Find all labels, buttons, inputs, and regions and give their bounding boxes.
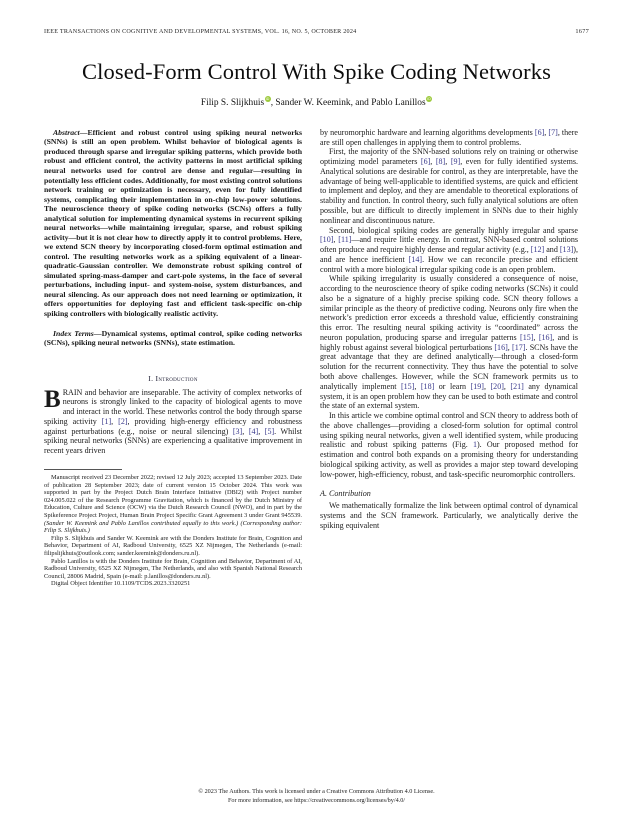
r-p4-d: any dynamical system, it is an open problem how they can be used to both estimate and control the state of an external system. bbox=[320, 381, 578, 411]
citation-link-21[interactable]: [21] bbox=[510, 381, 524, 391]
right-paragraph-6: We mathematically formalize the link between optimal control of dynamical systems and the SCN framework. Particularly, we analytically derive the spiking equivalent bbox=[320, 501, 578, 530]
right-column bbox=[320, 128, 578, 531]
citation-link-14[interactable]: [14] bbox=[408, 254, 423, 264]
page-title: Closed-Form Control With Spike Coding Networks bbox=[82, 59, 551, 84]
intro-p1-text-a: RAIN and behavior are inseparable. The activity of complex networks of neurons is strongly linked to the capacity of biological agents to move and interact in the world. These networks control the body through sparse spiking activity bbox=[44, 387, 302, 426]
r-p5-b: ). Our proposed method for estimation and control both expands on a promising theory for understanding biological spiking activity, as well as provides a major step toward developing low-power, high-efficiency, robust, and task-specific neuromorphic controllers. bbox=[320, 440, 578, 479]
r-p3-c: ), and are hence inefficient bbox=[320, 245, 578, 264]
citation-link-10[interactable]: [10] bbox=[320, 235, 334, 245]
citation-link-7[interactable]: [7] bbox=[548, 127, 558, 137]
citation-link-5[interactable]: [5] bbox=[264, 426, 275, 436]
citation-link-3[interactable]: [3] bbox=[232, 426, 243, 436]
r-p3-a: Second, biological spiking codes are generally highly irregular and sparse bbox=[329, 225, 578, 235]
citation-link-17[interactable]: [17] bbox=[512, 342, 526, 352]
index-terms-label: Index Terms bbox=[53, 328, 94, 338]
orcid-id-icon[interactable] bbox=[265, 96, 271, 102]
left-column bbox=[44, 128, 302, 588]
license-line-1: © 2023 The Authors. This work is licensed under a Creative Commons Attribution 4.0 License. bbox=[198, 788, 435, 796]
r-p4-or: or learn bbox=[434, 381, 471, 391]
index-terms-text: Dynamical systems, optimal control, spike coding networks (SCNs), spiking neural networks (SNNs), state estimation. bbox=[44, 328, 302, 348]
drop-cap-letter: B bbox=[44, 385, 61, 413]
r-p2-b: , even for fully identified systems. Analytical solutions are desirable for control, as they are interpretable, have the advantage of being well-applicable to identified systems, are quick and efficient to implement and deploy, and they are amendable to theoretical explorations of stability and function. In control theory, such fully analytical solutions are often possible, but are difficult to directly implement in SNNs due to their highly nonlinear and discontinuous nature. bbox=[320, 157, 579, 225]
r-p1-a: by neuromorphic hardware and learning algorithms developments bbox=[320, 127, 535, 137]
citation-link-16b[interactable]: [16] bbox=[494, 342, 508, 352]
r-p3-b: —and require little energy. In contrast, SNN-based control solutions often produce and require highly dense and regular activity (e.g., bbox=[320, 235, 578, 255]
citation-link-12[interactable]: [12] bbox=[530, 245, 545, 255]
citation-link-6[interactable]: [6] bbox=[534, 127, 545, 137]
footnote-affiliation-2: Pablo Lanillos is with the Donders Institute for Brain, Cognition and Behavior, Department of AI, Radboud University, 6525 XZ Nijmegen, The Netherlands, and also with Spanish National Research Council, 28006 Madrid, Spain (e-mail: p.lanillos@donders.ru.nl). bbox=[44, 557, 302, 580]
page-folio: 1677 bbox=[575, 28, 589, 35]
right-paragraph-3: Second, biological spiking codes are generally highly irregular and sparse [10], [11]—and require little energy. In contrast, SNN-based control solutions often produce and require highly dense and regular activity (e.g., [12] and [13]), and are hence inefficient [14]. How we can reconcile precise and efficient control with a more biological irregular spiking code is an open problem. bbox=[320, 225, 578, 274]
footnote-affiliation-1: Filip S. Slijkhuis and Sander W. Keemink are with the Donders Institute for Brain, Cognition and Behavior, Department of AI, Radboud University, 6525 XZ Nijmegen, The Netherlands (e-mail: filipslijkhuis@outlook.com; sander.keemink@donders.ru.nl). bbox=[44, 534, 302, 558]
index-terms-block bbox=[44, 329, 302, 348]
r-p2-a: First, the majority of the SNN-based solutions rely on training or otherwise optimizing model parameters bbox=[320, 147, 578, 167]
abstract-block bbox=[44, 128, 302, 319]
footnote-manuscript-text: Manuscript received 23 December 2022; revised 12 July 2023; accepted 13 September 2023. Date of publication 28 September 2023; date of current version 15 October 2024. This work was supported in part by the Project Dutch Brain Interface Initiative (DBI2) with Project number 024.005.022 of the Research Programme Gravitation, which is financed by the Dutch Ministry of Education, Culture and Science (OCW) via the Dutch Research Council (NWO), and in part by the Spikeference Project Project, Human Brain Project Specific Grant Agreement 3 under Grant 945539. bbox=[44, 473, 302, 519]
two-column-body bbox=[44, 128, 589, 588]
citation-link-13[interactable]: [13] bbox=[559, 245, 574, 255]
citation-link-20[interactable]: [20] bbox=[490, 381, 504, 391]
r-p3-and: and bbox=[544, 245, 560, 255]
citation-link-8[interactable]: [8] bbox=[435, 157, 446, 167]
citation-link-1[interactable]: [1] bbox=[101, 416, 112, 426]
r-p4-c: . SCNs have the great advantage that they are defined analytically—through a closed-form solution for the recurrent connectivity. They thus have the potential to solve both above challenges. However, while the SCN framework permits us to analytically implement bbox=[320, 342, 579, 391]
author-list bbox=[44, 98, 589, 108]
citation-link-2[interactable]: [2] bbox=[118, 416, 128, 426]
r-p4-a: While spiking irregularity is usually considered a consequence of noise, according to the neuroscience theory of spike coding networks (SCNs) it could also be a signature of a highly precise spiking code. SCN theory follows a similar principle as the theory of predictive coding. Neurons only fire when the network’s prediction error exceeds a threshold value, efficiently constraining this error. The resulting neural spiking activity is “coordinated” across the neuron population, producing sparse and irregular patterns bbox=[320, 274, 578, 342]
citation-link-6b[interactable]: [6] bbox=[420, 157, 431, 167]
r-p5-a: In this article we combine optimal control and SCN theory to address both of the above challenges—providing a closed-form solution for optimal control using spiking neural networks, given a well identified system, while producing realistic and robust spiking patterns (Fig. bbox=[320, 411, 578, 450]
right-paragraph-5 bbox=[320, 411, 578, 479]
section-heading-introduction: I. Introduction bbox=[148, 373, 198, 383]
running-head bbox=[44, 28, 589, 35]
intro-p1-text-b: , providing high-energy efficiency and robustness against perturbations (e.g., noise or neural silencing) bbox=[44, 416, 302, 436]
footnote-manuscript-italic: (Sander W. Keemink and Pablo Lanillos contributed equally to this work.) (Corresponding author: Filip S. Slijkhuis.) bbox=[44, 519, 302, 535]
citation-link-15[interactable]: [15] bbox=[520, 332, 534, 342]
citation-link-18[interactable]: [18] bbox=[420, 381, 435, 391]
intro-p1-text-c: . Whilst spiking neural networks (SNNs) are experiencing a qualitative improvement in recent years driven bbox=[44, 426, 303, 456]
citation-link-4[interactable]: [4] bbox=[248, 426, 259, 436]
license-line-2[interactable]: For more information, see https://creativecommons.org/licenses/by/4.0/ bbox=[227, 796, 406, 804]
right-paragraph-1: by neuromorphic hardware and learning algorithms developments [6], [7], there are still open challenges in applying them to control problems. bbox=[320, 127, 579, 147]
citation-link-11[interactable]: [11] bbox=[338, 235, 352, 245]
r-p1-b: , there are still open challenges in applying them to control problems. bbox=[320, 127, 579, 147]
journal-name: IEEE TRANSACTIONS ON COGNITIVE AND DEVELOPMENTAL SYSTEMS, VOL. 16, NO. 5, OCTOBER 2024 bbox=[44, 29, 357, 35]
citation-link-19[interactable]: [19] bbox=[470, 381, 484, 391]
author-name-1: Filip S. Slijkhuis bbox=[200, 97, 265, 108]
index-terms-dash: — bbox=[93, 328, 102, 338]
r-p3-d: . How we can reconcile precise and efficient control with a more biological irregular spiking code is an open problem. bbox=[320, 254, 578, 274]
citation-link-9[interactable]: [9] bbox=[450, 157, 461, 167]
footnote-rule bbox=[44, 469, 122, 470]
citation-link-15b[interactable]: [15] bbox=[400, 381, 415, 391]
footnote-doi: Digital Object Identifier 10.1109/TCDS.2023.3320251 bbox=[51, 580, 191, 588]
license-footer bbox=[0, 788, 633, 805]
abstract-text: Efficient and robust control using spiking neural networks (SNNs) is still an open problem. Whilst behavior of biological agents is produced through sparse and irregular spiking patterns, which provide both robust and efficient control, the activity patterns in most artificial spiking neural networks used for control are dense and regular—resulting in potentially less efficient codes. Additionally, for most existing control solutions network training or optimization is necessary, even for fully identified systems, complicating their implementation in on-chip low-power solutions. The neuroscience theory of spike coding networks (SCNs) offers a fully analytical solution for implementing dynamical systems in recurrent spiking neural networks—while maintaining irregular, sparse, and robust spiking activity—but it is not clear how to directly apply it to control problems. Here, we extend SCN theory by incorporating closed-form optimal estimation and control. The resulting networks work as a spiking equivalent of a linear-quadratic-Gaussian controller. We demonstrate robust spiking control of simulated spring-mass-damper and cart-pole systems, in the face of several perturbations, including input- and system-noise, system disturbances, and neural silencing. As our approach does not need learning or optimization, it offers opportunities for deploying fast and efficient task-specific on-chip spiking controllers with biologically realistic activity. bbox=[44, 127, 302, 318]
right-paragraph-4: While spiking irregularity is usually considered a consequence of noise, according to the neuroscience theory of spike coding networks (SCNs) it could also be a signature of a highly precise spiking code. SCN theory follows a similar principle as the theory of predictive coding. Neurons only fire when the network’s prediction error exceeds a threshold value, efficiently constraining this error. The resulting neural spiking activity is “coordinated” across the neuron population, producing sparse and irregular patterns [15], [16], and is highly robust against several biological perturbations [16], [17]. SCNs have the great advantage that they are defined analytically—through a closed-form solution for the recurrent connectivity. They thus have the potential to solve both above challenges. However, while the SCN framework permits us to analytically implement [15], [18] or learn [19], [20], [21] any dynamical system, it is an open problem how they can be used to both estimate and control the state of an external system. bbox=[320, 274, 579, 411]
abstract-label: Abstract bbox=[53, 127, 80, 137]
orcid-id-icon[interactable] bbox=[426, 96, 432, 102]
figure-reference-link[interactable]: 1 bbox=[472, 440, 477, 450]
r-p4-b: , and is highly robust against several biological perturbations bbox=[320, 332, 579, 352]
subsection-heading-contribution: A. Contribution bbox=[320, 489, 371, 499]
footnote-manuscript bbox=[44, 474, 302, 535]
right-paragraph-2: First, the majority of the SNN-based solutions rely on training or otherwise optimizing model parameters [6], [8], [9], even for fully identified systems. Analytical solutions are desirable for control, as they are interpretable, have the advantage of being well-applicable to identified systems, are quick and efficient to implement and deploy, and they are amendable to theoretical explorations of stability and function. In control theory, such fully analytical solutions are often possible, but are difficult to directly implement in SNNs due to their highly nonlinear and discontinuous nature. bbox=[320, 147, 579, 225]
intro-paragraph-1: BRAIN and behavior are inseparable. The activity of complex networks of neurons is strongly linked to the capacity of biological agents to move and interact in the world. These networks control the body through sparse spiking activity [1], [2], providing high-energy efficiency and robustness against perturbations (e.g., noise or neural silencing) [3], [4], [5]. Whilst spiking neural networks (SNNs) are experiencing a qualitative improvement in recent years driven bbox=[44, 385, 303, 456]
citation-link-16[interactable]: [16] bbox=[538, 332, 553, 342]
abstract-dash: — bbox=[79, 127, 88, 137]
author-name-rest: , Sander W. Keemink, and Pablo Lanillos bbox=[270, 97, 426, 108]
